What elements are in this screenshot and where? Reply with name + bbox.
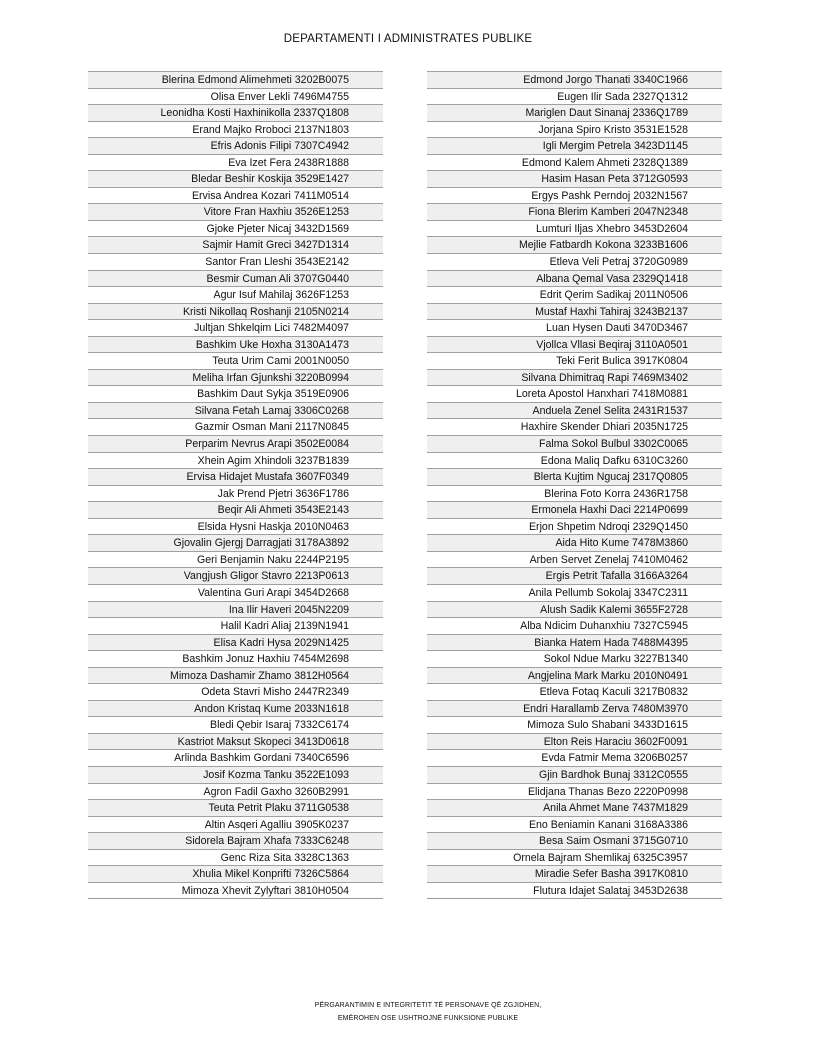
list-item: Miradie Sefer Basha 3917K0810	[427, 865, 722, 882]
list-item: Mimoza Sulo Shabani 3433D1615	[427, 716, 722, 733]
list-item: Luan Hysen Dauti 3470D3467	[427, 319, 722, 336]
list-item: Besa Saim Osmani 3715G0710	[427, 832, 722, 849]
list-item: Andon Kristaq Kume 2033N1618	[88, 700, 383, 717]
footer-line-1: PËRGARANTIMIN E INTEGRITETIT TË PERSONAVE QË ZGJIDHEN,	[314, 1002, 542, 1009]
list-item: Bashkim Jonuz Haxhiu 7454M2698	[88, 650, 383, 667]
list-item: Igli Mergim Petrela 3423D1145	[427, 137, 722, 154]
list-item: Angjelina Mark Marku 2010N0491	[427, 667, 722, 684]
list-item: Anduela Zenel Selita 2431R1537	[427, 402, 722, 419]
list-item: Lumturi Iljas Xhebro 3453D2604	[427, 220, 722, 237]
list-item: Ervisa Andrea Kozari 7411M0514	[88, 187, 383, 204]
list-item: Bledar Beshir Koskija 3529E1427	[88, 170, 383, 187]
list-item: Arben Servet Zenelaj 7410M0462	[427, 551, 722, 568]
list-item: Valentina Guri Arapi 3454D2668	[88, 584, 383, 601]
list-item: Haxhire Skender Dhiari 2035N1725	[427, 418, 722, 435]
right-name-list	[427, 71, 722, 899]
list-item: Jultjan Shkelqim Lici 7482M4097	[88, 319, 383, 336]
list-item: Elton Reis Haraciu 3602F0091	[427, 733, 722, 750]
list-item: Ornela Bajram Shemlikaj 6325C3957	[427, 849, 722, 866]
list-item: Edmond Kalem Ahmeti 2328Q1389	[427, 154, 722, 171]
list-item: Sajmir Hamit Greci 3427D1314	[88, 236, 383, 253]
list-item: Sidorela Bajram Xhafa 7333C6248	[88, 832, 383, 849]
list-item: Fiona Blerim Kamberi 2047N2348	[427, 203, 722, 220]
list-item: Kastriot Maksut Skopeci 3413D0618	[88, 733, 383, 750]
list-item: Alush Sadik Kalemi 3655F2728	[427, 601, 722, 618]
list-item: Ervisa Hidajet Mustafa 3607F0349	[88, 468, 383, 485]
list-item: Erjon Shpetim Ndroqi 2329Q1450	[427, 518, 722, 535]
list-item: Anila Pellumb Sokolaj 3347C2311	[427, 584, 722, 601]
list-item: Silvana Fetah Lamaj 3306C0268	[88, 402, 383, 419]
list-item: Eno Beniamin Kanani 3168A3386	[427, 816, 722, 833]
list-item: Gjovalin Gjergj Darragjati 3178A3892	[88, 534, 383, 551]
list-item: Ermonela Haxhi Daci 2214P0699	[427, 501, 722, 518]
list-item: Aida Hito Kume 7478M3860	[427, 534, 722, 551]
list-item: Eugen Ilir Sada 2327Q1312	[427, 88, 722, 105]
list-item: Mimoza Dashamir Zhamo 3812H0564	[88, 667, 383, 684]
list-item: Mariglen Daut Sinanaj 2336Q1789	[427, 104, 722, 121]
list-item: Elidjana Thanas Bezo 2220P0998	[427, 783, 722, 800]
list-item: Beqir Ali Ahmeti 3543E2143	[88, 501, 383, 518]
list-item: Teuta Urim Cami 2001N0050	[88, 352, 383, 369]
list-item: Teki Ferit Bulica 3917K0804	[427, 352, 722, 369]
list-item: Albana Qemal Vasa 2329Q1418	[427, 270, 722, 287]
list-item: Jorjana Spiro Kristo 3531E1528	[427, 121, 722, 138]
list-item: Eva Izet Fera 2438R1888	[88, 154, 383, 171]
list-item: Altin Asqeri Agalliu 3905K0237	[88, 816, 383, 833]
list-item: Gjin Bardhok Bunaj 3312C0555	[427, 766, 722, 783]
list-item: Ergis Petrit Tafalla 3166A3264	[427, 567, 722, 584]
list-item: Alba Ndicim Duhanxhiu 7327C5945	[427, 617, 722, 634]
list-item: Mustaf Haxhi Tahiraj 3243B2137	[427, 303, 722, 320]
list-item: Meliha Irfan Gjunkshi 3220B0994	[88, 369, 383, 386]
list-item: Sokol Ndue Marku 3227B1340	[427, 650, 722, 667]
list-item: Olisa Enver Lekli 7496M4755	[88, 88, 383, 105]
list-item: Edrit Qerim Sadikaj 2011N0506	[427, 286, 722, 303]
list-item: Blerina Edmond Alimehmeti 3202B0075	[88, 71, 383, 88]
list-item: Josif Kozma Tanku 3522E1093	[88, 766, 383, 783]
list-item: Besmir Cuman Ali 3707G0440	[88, 270, 383, 287]
list-item: Kristi Nikollaq Roshanji 2105N0214	[88, 303, 383, 320]
list-item: Hasim Hasan Peta 3712G0593	[427, 170, 722, 187]
list-item: Agron Fadil Gaxho 3260B2991	[88, 783, 383, 800]
list-item: Bledi Qebir Isaraj 7332C6174	[88, 716, 383, 733]
list-item: Flutura Idajet Salataj 3453D2638	[427, 882, 722, 899]
list-item: Falma Sokol Bulbul 3302C0065	[427, 435, 722, 452]
list-item: Edmond Jorgo Thanati 3340C1966	[427, 71, 722, 88]
list-item: Xhulia Mikel Konprifti 7326C5864	[88, 865, 383, 882]
list-item: Elsida Hysni Haskja 2010N0463	[88, 518, 383, 535]
list-item: Arlinda Bashkim Gordani 7340C6596	[88, 749, 383, 766]
list-item: Ergys Pashk Perndoj 2032N1567	[427, 187, 722, 204]
list-item: Ina Ilir Haveri 2045N2209	[88, 601, 383, 618]
list-item: Jak Prend Pjetri 3636F1786	[88, 485, 383, 502]
page-title: DEPARTAMENTI I ADMINISTRATES PUBLIKE	[283, 33, 533, 45]
list-item: Etleva Fotaq Kaculi 3217B0832	[427, 683, 722, 700]
footer	[0, 999, 816, 1025]
list-item: Blerina Foto Korra 2436R1758	[427, 485, 722, 502]
list-item: Vitore Fran Haxhiu 3526E1253	[88, 203, 383, 220]
list-item: Geri Benjamin Naku 2244P2195	[88, 551, 383, 568]
list-item: Vjollca Vllasi Beqiraj 3110A0501	[427, 336, 722, 353]
list-item: Efris Adonis Filipi 7307C4942	[88, 137, 383, 154]
list-item: Odeta Stavri Misho 2447R2349	[88, 683, 383, 700]
list-item: Loreta Apostol Hanxhari 7418M0881	[427, 385, 722, 402]
list-item: Blerta Kujtim Ngucaj 2317Q0805	[427, 468, 722, 485]
list-item: Mejlie Fatbardh Kokona 3233B1606	[427, 236, 722, 253]
list-item: Bianka Hatem Hada 7488M4395	[427, 634, 722, 651]
list-item: Xhein Agim Xhindoli 3237B1839	[88, 452, 383, 469]
list-item: Mimoza Xhevit Zylyftari 3810H0504	[88, 882, 383, 899]
list-item: Bashkim Uke Hoxha 3130A1473	[88, 336, 383, 353]
list-item: Gazmir Osman Mani 2117N0845	[88, 418, 383, 435]
list-item: Santor Fran Lleshi 3543E2142	[88, 253, 383, 270]
list-item: Elisa Kadri Hysa 2029N1425	[88, 634, 383, 651]
list-item: Evda Fatmir Mema 3206B0257	[427, 749, 722, 766]
list-item: Vangjush Gligor Stavro 2213P0613	[88, 567, 383, 584]
list-item: Gjoke Pjeter Nicaj 3432D1569	[88, 220, 383, 237]
list-item: Silvana Dhimitraq Rapi 7469M3402	[427, 369, 722, 386]
list-item: Erand Majko Rroboci 2137N1803	[88, 121, 383, 138]
list-item: Anila Ahmet Mane 7437M1829	[427, 799, 722, 816]
list-item: Edona Maliq Dafku 6310C3260	[427, 452, 722, 469]
list-item: Genc Riza Sita 3328C1363	[88, 849, 383, 866]
list-item: Endri Harallamb Zerva 7480M3970	[427, 700, 722, 717]
list-item: Leonidha Kosti Haxhinikolla 2337Q1808	[88, 104, 383, 121]
list-item: Etleva Veli Petraj 3720G0989	[427, 253, 722, 270]
list-item: Bashkim Daut Sykja 3519E0906	[88, 385, 383, 402]
list-item: Halil Kadri Aliaj 2139N1941	[88, 617, 383, 634]
list-item: Teuta Petrit Plaku 3711G0538	[88, 799, 383, 816]
list-item: Agur Isuf Mahilaj 3626F1253	[88, 286, 383, 303]
footer-line-2: EMËROHEN OSE USHTROJNË FUNKSIONE PUBLIKE	[337, 1015, 519, 1022]
left-name-list	[88, 71, 383, 899]
list-item: Perparim Nevrus Arapi 3502E0084	[88, 435, 383, 452]
